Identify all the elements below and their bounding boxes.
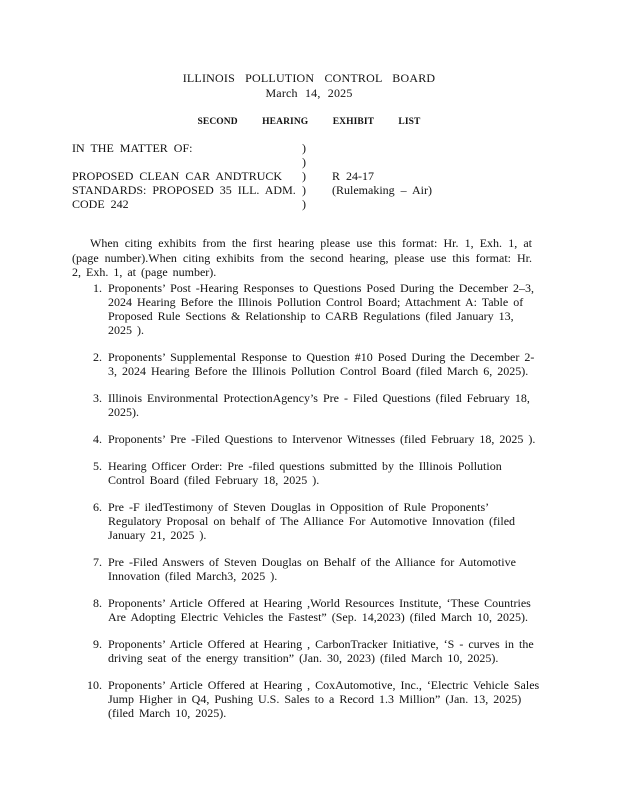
exhibit-item [72,391,540,419]
exhibit-text: Proponents’ Post -Hearing Responses to Questions Posed During the December 2–3, 2024 Hearing Before the Illinois Pollution Control Board; Attachment A: Table of Proposed Rule Sections & Relationship to CARB Regulations (filed January 13, 2025 ). [108,281,535,337]
exhibit-text: Illinois Environmental ProtectionAgency’s Pre - Filed Questions (filed February 18, 2025). [108,391,530,419]
caption-parens [302,141,312,211]
caption-matter [72,141,294,211]
exhibit-item [72,432,540,446]
agency-title: ILLINOIS POLLUTION CONTROL BOARD [182,71,436,85]
exhibit-number: 7. [93,555,102,569]
exhibit-item [72,350,540,378]
exhibit-number: 9. [93,637,102,651]
docket-type: (Rulemaking – Air) [332,183,432,197]
exhibit-text: Proponents’ Article Offered at Hearing , CarbonTracker Initiative, ‘S - curves in the driving seat of the energy transition” (Jan. 30, 2023) (filed March 10, 2025). [108,637,534,665]
caption-paren: ) [302,183,306,197]
caption-paren: ) [302,155,306,169]
exhibit-list [72,281,540,733]
exhibit-text: Pre -Filed Answers of Steven Douglas on Behalf of the Alliance for Automotive Innovation (filed March3, 2025 ). [108,555,516,583]
exhibit-number: 5. [93,459,102,473]
caption-paren: ) [302,197,306,211]
exhibit-text: Proponents’ Pre -Filed Questions to Intervenor Witnesses (filed February 18, 2025 ). [108,432,536,446]
exhibit-number: 10. [87,678,102,692]
exhibit-number: 2. [93,350,102,364]
exhibit-number: 8. [93,596,102,610]
exhibit-item [72,637,540,665]
exhibit-item [72,500,540,542]
exhibit-text: Proponents’ Supplemental Response to Question #10 Posed During the December 2-3, 2024 Hearing Before the Illinois Pollution Control Board (filed March 6, 2025). [108,350,535,378]
caption-line: IN THE MATTER OF: [72,141,193,155]
exhibit-number: 1. [93,281,102,295]
exhibit-item [72,459,540,487]
exhibit-number: 6. [93,500,102,514]
exhibit-text: Pre -F iledTestimony of Steven Douglas in Opposition of Rule Proponents’ Regulatory Proposal on behalf of The Alliance For Automotive Innovation (filed January 21, 2025 ). [108,500,516,542]
caption-docket-block [332,169,532,197]
exhibit-number: 4. [93,432,102,446]
exhibit-item [72,596,540,624]
exhibit-text: Proponents’ Article Offered at Hearing , CoxAutomotive, Inc., ‘Electric Vehicle Sales Jump Higher in Q4, Pushing U.S. Sales to a Record 1.3 Million” (Jan. 13, 2025) (filed March 10, 2025). [108,678,540,720]
citation-instructions: When citing exhibits from the first hearing please use this format: Hr. 1, Exh. 1, at (page number).When citing exhibits from the second hearing, please use this format: Hr. 2, Exh. 1, at (page number). [72,236,532,279]
document-date: March 14, 2025 [265,86,353,100]
exhibit-item [72,555,540,583]
exhibit-text: Proponents’ Article Offered at Hearing ,World Resources Institute, ‘These Countries Are Adopting Electric Vehicles the Fastest” (Sep. 14,2023) (filed March 10, 2025). [108,596,531,624]
caption-line: STANDARDS: PROPOSED 35 ILL. ADM. [72,183,296,197]
caption-line: PROPOSED CLEAN CAR ANDTRUCK [72,169,283,183]
exhibit-number: 3. [93,391,102,405]
caption-paren: ) [302,169,306,183]
list-title: SECOND HEARING EXHIBIT LIST [197,117,421,127]
caption-paren: ) [302,141,306,155]
exhibit-item [72,678,540,720]
docket-number: R 24-17 [332,169,374,183]
caption-line: CODE 242 [72,197,129,211]
exhibit-text: Hearing Officer Order: Pre -filed questions submitted by the Illinois Pollution Control Board (filed February 18, 2025 ). [108,459,502,487]
exhibit-item [72,281,540,337]
